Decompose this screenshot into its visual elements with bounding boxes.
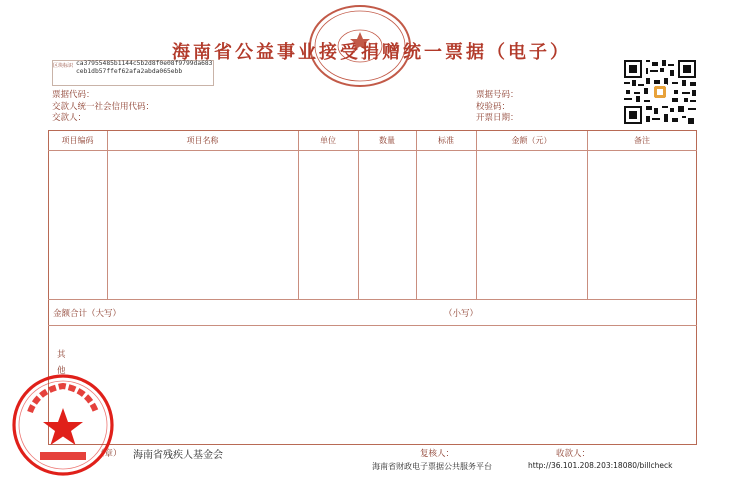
payer-credit-code-label: 交款人统一社会信用代码：: [52, 101, 155, 112]
col-divider: [298, 131, 299, 299]
total-amount-figures-label: （小写）: [444, 309, 479, 319]
header-amount: 金额（元）: [511, 136, 552, 145]
bill-number-label: 票据号码：: [476, 90, 519, 100]
issuer-seal-label: （章）: [96, 449, 122, 459]
total-amount-words-label: 金额合计（大写）: [53, 309, 122, 319]
col-divider: [416, 131, 417, 299]
bill-code-label: 票据代码：: [52, 90, 95, 100]
other-label: 其: [57, 350, 66, 360]
verify-url-link[interactable]: http://36.101.208.203:18080/billcheck: [528, 461, 673, 470]
col-divider: [476, 131, 477, 299]
header-remarks: 备注: [634, 136, 650, 145]
payer-label: 交款人：: [52, 113, 87, 123]
issuer-name: 海南省残疾人基金会: [133, 450, 223, 461]
foundation-seal-icon: [10, 372, 116, 478]
bill-table-frame: [48, 130, 697, 445]
col-divider: [587, 131, 588, 299]
col-divider: [358, 131, 359, 299]
qr-code-icon[interactable]: [622, 58, 698, 126]
header-row-divider: [48, 150, 697, 151]
issue-date-label: 开票日期：: [476, 113, 519, 123]
other-label-2: 他: [57, 366, 66, 376]
header-standard: 标准: [438, 136, 454, 145]
reviewer-label: 复核人：: [420, 449, 455, 459]
col-divider: [107, 131, 108, 299]
chain-id-label: 区块标识: [53, 63, 74, 69]
bill-meta-left: [52, 90, 154, 125]
header-item-code: 项目编码: [61, 136, 94, 145]
check-code-label: 校验码：: [476, 101, 511, 112]
bill-meta-right: [476, 90, 519, 125]
platform-name: 海南省财政电子票据公共服务平台: [372, 462, 492, 471]
header-unit: 单位: [320, 136, 336, 145]
bill-title: 海南省公益事业接受捐赠统一票据（电子）: [172, 42, 571, 63]
items-bottom-divider: [48, 299, 697, 300]
header-quantity: 数量: [379, 136, 395, 145]
header-item-name: 项目名称: [186, 136, 219, 145]
chain-id-code: ca37955485b1144c5b2d8f0e08f9799da683ceb1db57ffef62afa2abda065ebb: [76, 60, 213, 76]
total-row-divider: [48, 325, 697, 326]
receiver-label: 收款人：: [556, 449, 591, 459]
